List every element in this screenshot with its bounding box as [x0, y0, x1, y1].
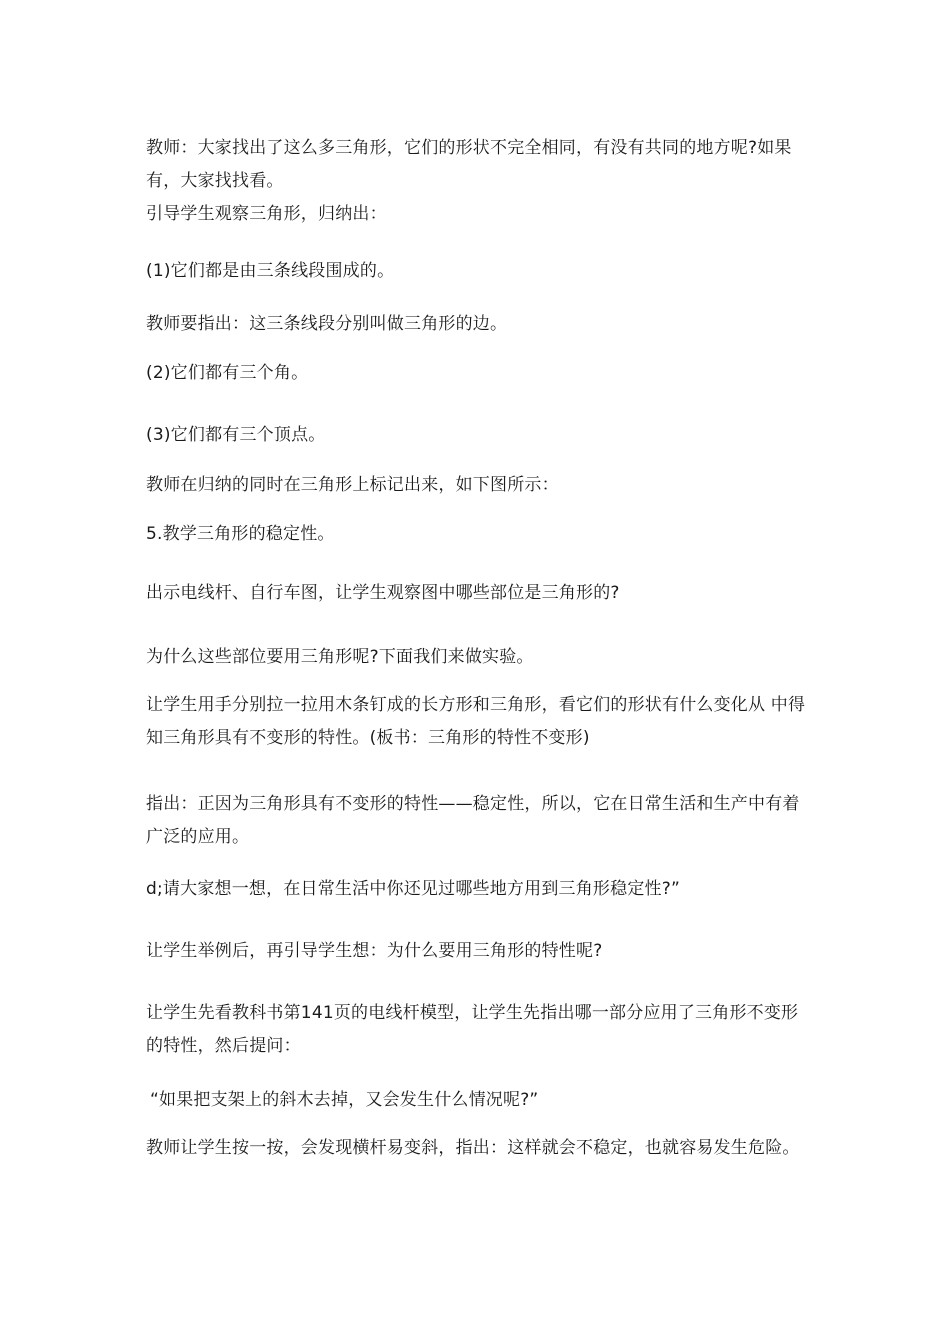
paragraph-section-5: 5.教学三角形的稳定性。	[146, 524, 335, 544]
paragraph-textbook: 让学生先看教科书第141页的电线杆模型，让学生先指出哪一部分应用了三角形不变形的特性，然后提问：	[146, 1003, 799, 1056]
paragraph-think: d;请大家想一想，在日常生活中你还见过哪些地方用到三角形稳定性?”	[146, 879, 680, 899]
paragraph-point-3: (3)它们都有三个顶点。	[146, 425, 326, 445]
paragraph-experiment: 让学生用手分别拉一拉用木条钉成的长方形和三角形，看它们的形状有什么变化从 中得知三角形具有不变形的特性。(板书：三角形的特性不变形)	[146, 695, 806, 748]
paragraph-why-triangle: 为什么这些部位要用三角形呢?下面我们来做实验。	[146, 647, 534, 667]
paragraph-mark-triangle: 教师在归纳的同时在三角形上标记出来，如下图所示：	[146, 475, 559, 495]
paragraph-point-2: (2)它们都有三个角。	[146, 363, 309, 383]
paragraph-show-pictures: 出示电线杆、自行车图，让学生观察图中哪些部位是三角形的?	[146, 583, 620, 603]
paragraph-examples: 让学生举例后，再引导学生想：为什么要用三角形的特性呢?	[146, 941, 603, 961]
paragraph-quote: “如果把支架上的斜木去掉，又会发生什么情况呢?”	[150, 1090, 539, 1110]
paragraph-point-1: (1)它们都是由三条线段围成的。	[146, 261, 395, 281]
paragraph-teacher-question: 教师：大家找出了这么多三角形，它们的形状不完全相同，有没有共同的地方呢?如果有，大家找找看。	[146, 138, 792, 191]
paragraph-stability: 指出：正因为三角形具有不变形的特性——稳定性，所以，它在日常生活和生产中有着广泛的应用。	[146, 794, 800, 847]
paragraph-guide-observe: 引导学生观察三角形，归纳出：	[146, 204, 387, 224]
paragraph-conclusion: 教师让学生按一按，会发现横杆易变斜，指出：这样就会不稳定，也就容易发生危险。	[146, 1138, 800, 1158]
paragraph-edges: 教师要指出：这三条线段分别叫做三角形的边。	[146, 314, 508, 334]
